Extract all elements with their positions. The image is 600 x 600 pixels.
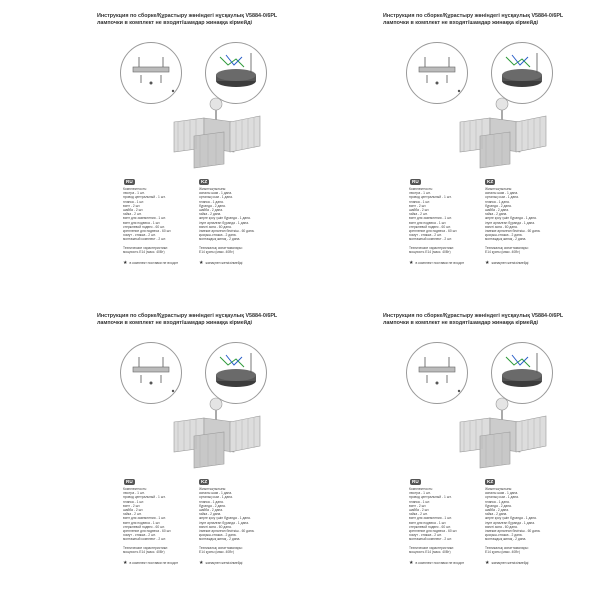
kz-line: ілмекке арналған бекіткіш - 60 дана. [485,229,541,234]
kz-line: Жиынтықтылығы: [199,187,227,191]
kz-line: орталық сым - 1 дана. [485,495,519,500]
kz-line: гайка - 2 дана. [485,512,508,517]
title-line-2: лампочки в комплект не входят/шамдар жинаққа кірмейді [97,319,253,326]
kz-line: Техникалық сипаттамалары: [485,545,529,550]
ru-line: Комплектность: [123,487,147,491]
ru-footnote: ★ в комплект поставки не входит [123,560,179,566]
ru-line: Комплектность: [123,187,147,191]
ru-line: стержневой подвес - 60 шт. [123,524,165,529]
ru-line: хомут - стяжка - 2 шт. [123,533,156,538]
sheet-title [383,313,580,326]
kz-line: қысқыш-стяжка - 2 дана. [485,233,523,238]
ru-specification [409,187,483,254]
kz-line: шайба - 2 дана. [485,508,509,513]
ru-line: Технические характеристики: [123,245,168,250]
kz-footnote: ★ жинақпен жеткізілмейді [199,260,243,266]
ru-line: мощность E14 (макс. 40Вт) [409,250,451,255]
kz-line: қысқыш-стяжка - 2 дана. [199,533,237,538]
kz-line: Техникалық сипаттамалары: [485,245,529,250]
chandelier-drawing [164,92,284,170]
kz-line: бұранда - 2 дана. [485,503,512,508]
ru-language-badge: RU [126,479,133,484]
ru-line: шайба - 2 шт. [409,208,430,213]
ru-line: крепление для подвеса - 60 шт. [409,229,458,234]
kz-line: шайба - 2 дана. [199,508,223,513]
sheet-title [97,313,294,326]
kz-language-badge: KZ [201,479,208,484]
ru-language-badge: RU [412,479,419,484]
ru-line: Технические характеристики: [123,545,168,550]
ru-line: люстра - 1 шт. [409,491,431,496]
kz-line: планка - 1 дана. [199,199,224,204]
chandelier-drawing [450,392,570,470]
ru-language-badge: RU [412,179,419,184]
kz-language-badge: KZ [487,179,494,184]
kz-line: E14 қуаты (макс. 40Вт) [485,250,520,255]
star-icon: ★ [123,260,128,266]
kz-line: ілуге арналған бұранда - 1 дана. [199,220,249,225]
title-line-2: лампочки в комплект не входят/шамдар жинаққа кірмейді [97,19,253,26]
ru-line: винт для подвеса - 1 шт. [123,220,161,225]
ru-line: люстра - 1 шт. [123,191,145,196]
ru-line: шайба - 2 шт. [409,508,430,513]
kz-line: бұранда - 2 дана. [485,203,512,208]
kz-specification [199,487,273,554]
ru-line: гайка - 2 шт. [123,512,142,517]
ru-specification [123,187,197,254]
star-icon: ★ [199,560,204,566]
ru-line: крепление для подвеса - 60 шт. [409,529,458,534]
ru-line: люстра - 1 шт. [409,191,431,196]
star-icon: ★ [409,560,414,566]
ru-line: хомут - стяжка - 2 шт. [409,533,442,538]
title-line-1: Инструкция по сборке/Құрастыру жөніндегі нұсқаулық V5884-0/6PL [97,13,278,19]
ru-line: мощность E14 (макс. 40Вт) [123,550,165,555]
instruction-sheet [24,306,294,596]
kz-line: E14 қуаты (макс. 40Вт) [485,550,520,555]
kz-specification [199,187,273,254]
kz-line: E14 қуаты (макс. 40Вт) [199,250,234,255]
ru-line: люстра - 1 шт. [123,491,145,496]
kz-line: планка - 1 дана. [485,199,510,204]
kz-line: ілуге арналған бұранда - 1 дана. [199,520,249,525]
kz-line: аспалы шам - 1 дана. [199,491,233,496]
ru-specification [409,487,483,554]
ru-line: гайка - 2 шт. [123,212,142,217]
kz-line: планка - 1 дана. [199,499,224,504]
kz-line: жерге қосу үшін бұранда - 1 дана. [485,216,537,221]
ru-line: гайка - 2 шт. [409,212,428,217]
kz-line: ілуге арналған бұранда - 1 дана. [485,220,535,225]
kz-footnote: ★ жинақпен жеткізілмейді [485,560,529,566]
ru-language-badge: RU [126,179,133,184]
ru-line: стержневой подвес - 60 шт. [409,524,451,529]
kz-line: ілмекке арналған бекіткіш - 60 дана. [199,529,255,534]
ru-line: монтажный комплект - 2 шт. [123,537,166,542]
ru-footnote: ★ в комплект поставки не входит [409,560,465,566]
ru-line: провод центральный - 1 шт. [409,495,452,500]
kz-line: жерге қосу үшін бұранда - 1 дана. [485,516,537,521]
ru-line: стержневой подвес - 60 шт. [409,224,451,229]
ru-line: планка - 1 шт. [409,499,431,504]
ru-line: винт для заземления - 1 шт. [123,216,166,221]
ru-line: гайка - 2 шт. [409,512,428,517]
ru-line: монтажный комплект - 2 шт. [409,237,452,242]
kz-line: қысқыш-стяжка - 2 дана. [199,233,237,238]
kz-footnote: ★ жинақпен жеткізілмейді [485,260,529,266]
ru-line: монтажный комплект - 2 шт. [409,537,452,542]
chandelier-drawing [164,392,284,470]
kz-line: монтаждық жинақ - 2 дана. [199,237,241,242]
kz-line: гайка - 2 дана. [199,212,222,217]
kz-line: орталық сым - 1 дана. [485,195,519,200]
ru-line: провод центральный - 1 шт. [409,195,452,200]
kz-line: орталық сым - 1 дана. [199,495,233,500]
kz-footnote: ★ жинақпен жеткізілмейді [199,560,243,566]
kz-line: жерге қосу үшін бұранда - 1 дана. [199,216,251,221]
kz-line: ілуге арналған бұранда - 1 дана. [485,520,535,525]
kz-line: өзекті аспа - 60 дана. [485,224,518,229]
ru-specification [123,487,197,554]
title-line-1: Инструкция по сборке/Құрастыру жөніндегі нұсқаулық V5884-0/6PL [383,313,564,319]
ru-line: винт - 2 шт. [409,503,427,508]
kz-language-badge: KZ [487,479,494,484]
ru-line: Комплектность: [409,487,433,491]
chandelier-drawing [450,92,570,170]
ru-line: монтажный комплект - 2 шт. [123,237,166,242]
kz-line: планка - 1 дана. [485,499,510,504]
kz-line: Техникалық сипаттамалары: [199,245,243,250]
ru-line: мощность E14 (макс. 40Вт) [123,250,165,255]
title-line-2: лампочки в комплект не входят/шамдар жинаққа кірмейді [383,319,539,326]
title-line-1: Инструкция по сборке/Құрастыру жөніндегі нұсқаулық V5884-0/6PL [383,13,564,19]
star-icon: ★ [199,260,204,266]
ru-line: винт для заземления - 1 шт. [123,516,166,521]
star-icon: ★ [409,260,414,266]
title-line-2: лампочки в комплект не входят/шамдар жинаққа кірмейді [383,19,539,26]
kz-line: аспалы шам - 1 дана. [199,191,233,196]
ru-line: Технические характеристики: [409,545,454,550]
kz-line: өзекті аспа - 60 дана. [199,224,232,229]
kz-line: жерге қосу үшін бұранда - 1 дана. [199,516,251,521]
instruction-sheet [310,306,580,596]
ru-line: провод центральный - 1 шт. [123,195,166,200]
kz-line: монтаждық жинақ - 2 дана. [485,237,527,242]
star-icon: ★ [485,260,490,266]
kz-line: Жиынтықтылығы: [485,187,513,191]
kz-line: гайка - 2 дана. [485,212,508,217]
kz-line: Жиынтықтылығы: [485,487,513,491]
ru-line: винт - 2 шт. [409,203,427,208]
sheet-title [383,13,580,26]
kz-line: аспалы шам - 1 дана. [485,191,519,196]
ru-line: стержневой подвес - 60 шт. [123,224,165,229]
kz-line: гайка - 2 дана. [199,512,222,517]
kz-line: аспалы шам - 1 дана. [485,491,519,496]
kz-specification [485,487,559,554]
kz-line: ілмекке арналған бекіткіш - 60 дана. [485,529,541,534]
ru-footnote: ★ в комплект поставки не входит [123,260,179,266]
ru-line: шайба - 2 шт. [123,208,144,213]
instruction-sheet [24,6,294,296]
ru-line: винт - 2 шт. [123,503,141,508]
kz-language-badge: KZ [201,179,208,184]
kz-line: бұранда - 2 дана. [199,203,226,208]
kz-line: шайба - 2 дана. [485,208,509,213]
kz-line: орталық сым - 1 дана. [199,195,233,200]
ru-line: планка - 1 шт. [123,199,145,204]
kz-line: монтаждық жинақ - 2 дана. [199,537,241,542]
ru-line: крепление для подвеса - 60 шт. [123,229,172,234]
sheet-title [97,13,294,26]
kz-line: бұранда - 2 дана. [199,503,226,508]
ru-line: крепление для подвеса - 60 шт. [123,529,172,534]
ru-line: Комплектность: [409,187,433,191]
ru-line: мощность E14 (макс. 40Вт) [409,550,451,555]
title-line-1: Инструкция по сборке/Құрастыру жөніндегі нұсқаулық V5884-0/6PL [97,313,278,319]
kz-line: ілмекке арналған бекіткіш - 60 дана. [199,229,255,234]
star-icon: ★ [123,560,128,566]
ru-footnote: ★ в комплект поставки не входит [409,260,465,266]
ru-line: винт для заземления - 1 шт. [409,516,452,521]
kz-specification [485,187,559,254]
ru-line: шайба - 2 шт. [123,508,144,513]
ru-line: планка - 1 шт. [123,499,145,504]
instruction-sheet [310,6,580,296]
ru-line: хомут - стяжка - 2 шт. [409,233,442,238]
ru-line: провод центральный - 1 шт. [123,495,166,500]
ru-line: планка - 1 шт. [409,199,431,204]
kz-line: өзекті аспа - 60 дана. [199,524,232,529]
kz-line: қысқыш-стяжка - 2 дана. [485,533,523,538]
ru-line: винт для подвеса - 1 шт. [123,520,161,525]
kz-line: Жиынтықтылығы: [199,487,227,491]
ru-line: хомут - стяжка - 2 шт. [123,233,156,238]
kz-line: монтаждық жинақ - 2 дана. [485,537,527,542]
ru-line: винт для заземления - 1 шт. [409,216,452,221]
ru-line: винт - 2 шт. [123,203,141,208]
star-icon: ★ [485,560,490,566]
kz-line: Техникалық сипаттамалары: [199,545,243,550]
kz-line: шайба - 2 дана. [199,208,223,213]
kz-line: E14 қуаты (макс. 40Вт) [199,550,234,555]
kz-line: өзекті аспа - 60 дана. [485,524,518,529]
ru-line: Технические характеристики: [409,245,454,250]
ru-line: винт для подвеса - 1 шт. [409,520,447,525]
ru-line: винт для подвеса - 1 шт. [409,220,447,225]
